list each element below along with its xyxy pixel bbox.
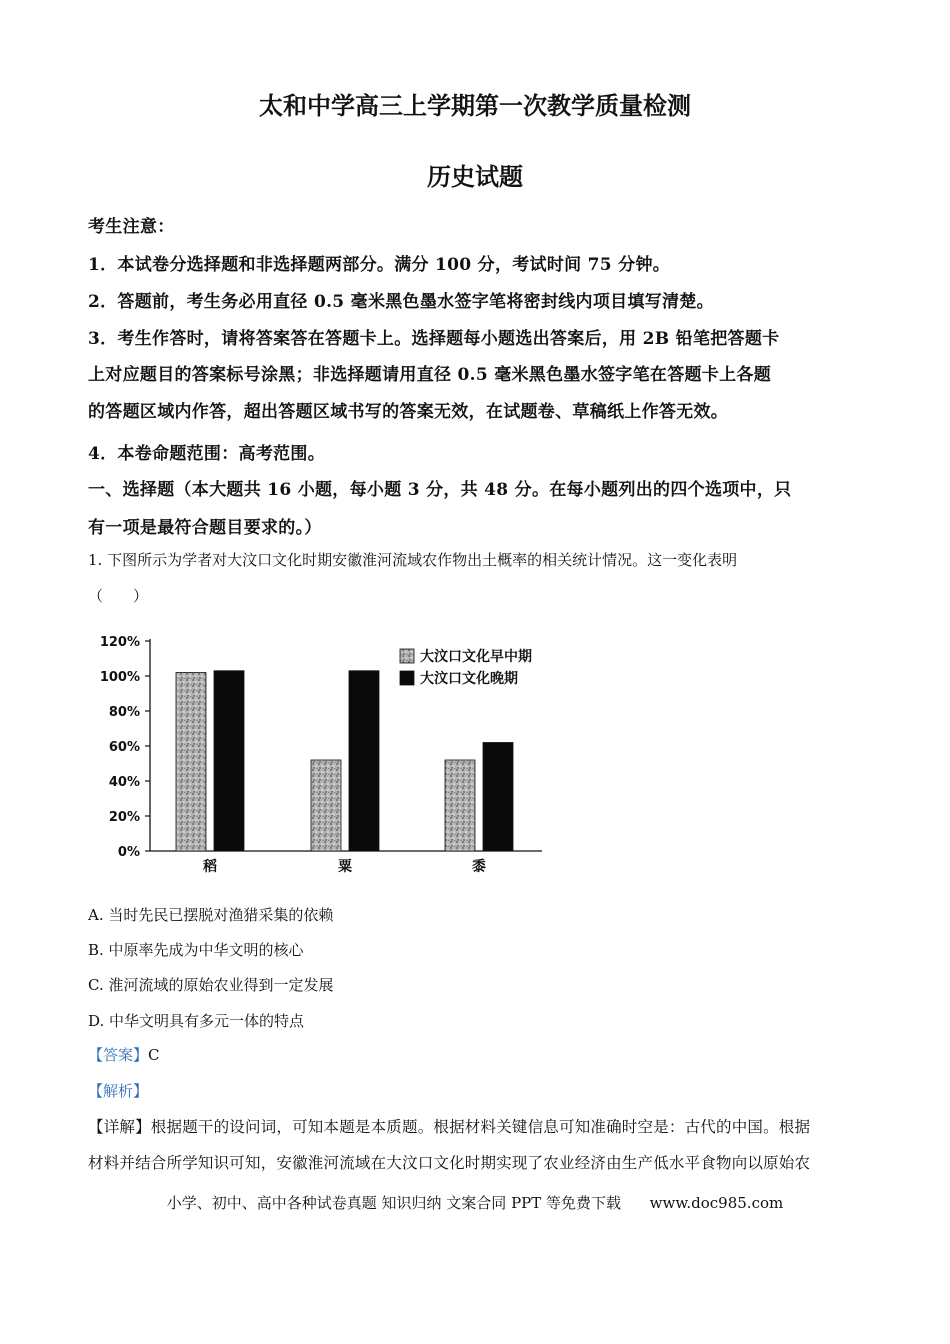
question-1-blank: （ ） — [88, 587, 149, 605]
answer-value: C — [148, 1046, 160, 1064]
y-tick-label: 0% — [117, 845, 140, 860]
bar-early-middle-2 — [311, 760, 341, 851]
notice-item-3-line-1: 3．考生作答时，请将答案答在答题卡上。选择题每小题选出答案后，用 2B 铅笔把答题卡 — [88, 329, 780, 349]
notice-item-1: 1．本试卷分选择题和非选择题两部分。满分 100 分，考试时间 75 分钟。 — [88, 255, 671, 275]
answer-tag: 【答案】 — [88, 1046, 149, 1064]
page-footer — [0, 1192, 950, 1213]
analysis-tag: 【解析】 — [88, 1082, 149, 1100]
y-tick-label: 100% — [99, 670, 140, 685]
answer-line — [88, 1044, 160, 1065]
bar-late-3 — [483, 743, 513, 852]
bar-early-middle-1 — [176, 673, 206, 852]
question-1-stem: 1. 下图所示为学者对大汶口文化时期安徽淮河流域农作物出土概率的相关统计情况。这一变化表明 — [88, 551, 738, 569]
footer-url: www.doc985.com — [649, 1194, 784, 1212]
footer-text: 小学、初中、高中各种试卷真题 知识归纳 文案合同 PPT 等免费下载 — [166, 1194, 622, 1212]
bar-late-2 — [349, 671, 379, 851]
option-d: D. 中华文明具有多元一体的特点 — [88, 1012, 305, 1030]
legend-label-early-middle: 大汶口文化早中期 — [420, 649, 532, 665]
notice-item-3-line-3: 的答题区域内作答，超出答题区域书写的答案无效，在试题卷、草稿纸上作答无效。 — [88, 402, 729, 422]
section-heading-line-2: 有一项是最符合题目要求的。） — [88, 518, 322, 538]
y-tick-label: 40% — [108, 775, 140, 790]
exam-title: 太和中学高三上学期第一次教学质量检测 — [259, 91, 691, 120]
option-b: B. 中原率先成为中华文明的核心 — [88, 941, 304, 959]
crop-probability-chart — [90, 625, 570, 880]
notice-item-4: 4．本卷命题范围：高考范围。 — [88, 444, 326, 464]
x-category-label: 黍 — [472, 859, 486, 875]
section-heading-line-1: 一、选择题（本大题共 16 小题，每小题 3 分，共 48 分。在每小题列出的四个选项中，只 — [88, 480, 792, 500]
y-tick-label: 20% — [108, 810, 140, 825]
notice-heading: 考生注意： — [88, 217, 175, 237]
x-category-label: 粟 — [338, 859, 352, 875]
y-tick-label: 60% — [108, 740, 140, 755]
legend-label-late: 大汶口文化晚期 — [420, 671, 518, 687]
chart-legend — [400, 648, 532, 687]
bar-late-1 — [214, 671, 244, 851]
option-a: A. 当时先民已摆脱对渔猎采集的依赖 — [88, 906, 334, 924]
x-category-label: 稻 — [203, 859, 217, 875]
notice-item-3-line-2: 上对应题目的答案标号涂黑；非选择题请用直径 0.5 毫米黑色墨水签字笔在答题卡上各题 — [88, 365, 772, 385]
y-tick-label: 80% — [108, 705, 140, 720]
notice-item-2: 2．答题前，考生务必用直径 0.5 毫米黑色墨水签字笔将密封线内项目填写清楚。 — [88, 292, 714, 312]
y-tick-label: 120% — [99, 635, 140, 650]
bar-early-middle-3 — [445, 760, 475, 851]
detail-line-1: 【详解】根据题干的设问词，可知本题是本质题。根据材料关键信息可知准确时空是：古代的中国。根据 — [88, 1118, 811, 1136]
subject-title: 历史试题 — [427, 162, 523, 191]
legend-swatch-late — [400, 671, 414, 685]
option-c: C. 淮河流域的原始农业得到一定发展 — [88, 976, 334, 994]
detail-line-2: 材料并结合所学知识可知，安徽淮河流域在大汶口文化时期实现了农业经济由生产低水平食物向以原始农 — [88, 1154, 811, 1172]
legend-swatch-early-middle — [400, 649, 414, 663]
